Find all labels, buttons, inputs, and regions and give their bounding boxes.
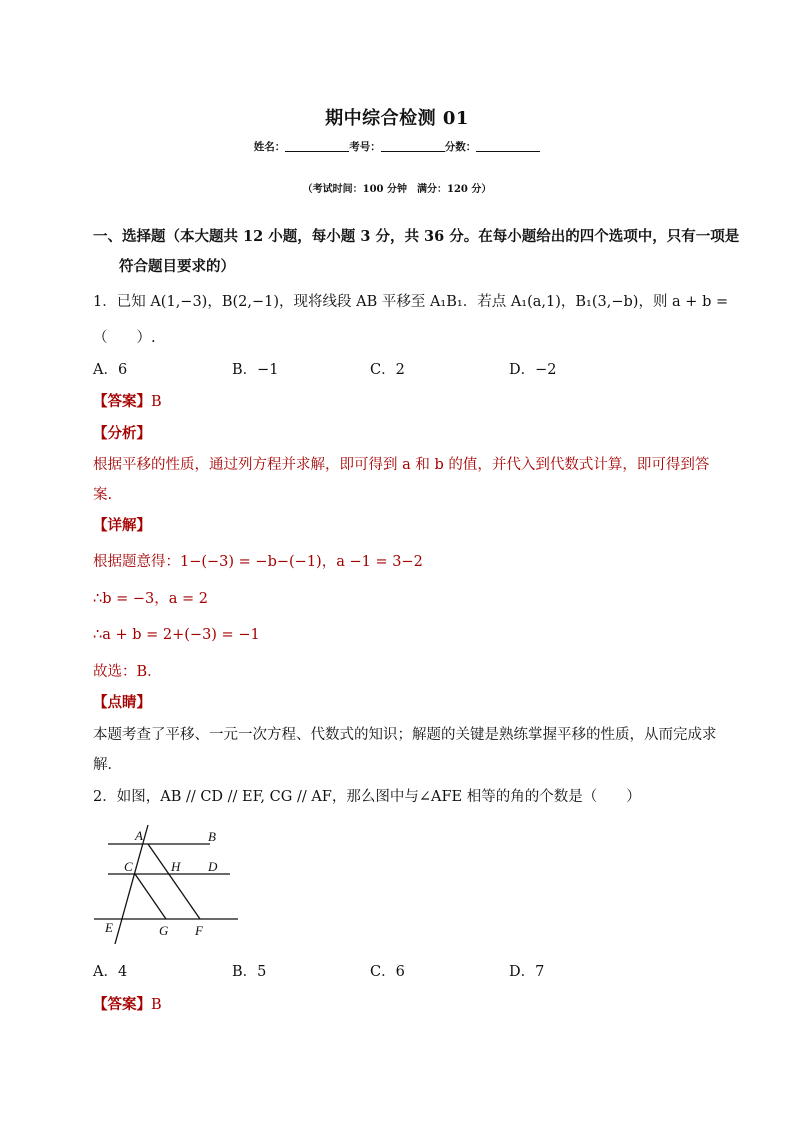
page-title: 期中综合检测 01: [325, 108, 469, 129]
label-a: A: [135, 828, 143, 843]
q2-option-c: C．6: [370, 964, 405, 980]
label-d: D: [208, 859, 218, 874]
q2-geometry-figure: [90, 820, 250, 945]
section-heading-line2: 符合题目要求的）: [119, 258, 235, 275]
q1-detail-line3: ∴a + b = 2+(−3) = −1: [93, 627, 260, 643]
q1-answer-tag: 【答案】: [93, 393, 151, 410]
name-label: 姓名：: [253, 141, 286, 153]
q2-option-d: D．7: [509, 964, 545, 980]
q1-option-a: A．6: [93, 362, 128, 378]
label-g: G: [159, 923, 169, 938]
q1-detail-line2: ∴b = −3，a = 2: [93, 591, 208, 607]
id-blank[interactable]: [381, 140, 445, 152]
exam-info: （考试时间：100 分钟 满分：120 分）: [302, 184, 492, 195]
q1-comment-line1: 本题考查了平移、一元一次方程、代数式的知识；解题的关键是熟练掌握平移的性质，从而完成求: [93, 727, 717, 743]
label-h: H: [171, 859, 181, 874]
q1-analysis-line1: 根据平移的性质，通过列方程并求解，即可得到 a 和 b 的值，并代入到代数式计算，即可得到答: [93, 457, 710, 473]
segment-cg: [135, 874, 166, 919]
line-ae-transversal: [115, 825, 148, 944]
q1-option-c: C．2: [370, 362, 405, 378]
q1-detail-line1: 根据题意得：1−(−3) = −b−(−1)，a −1 = 3−2: [93, 554, 423, 570]
q2-stem: 2．如图，AB // CD // EF, CG // AF，那么图中与∠AFE 相等的角的个数是（ ）: [93, 789, 641, 805]
score-label: 分数：: [444, 141, 477, 153]
section-heading-line1: 一、选择题（本大题共 12 小题，每小题 3 分，共 36 分。在每小题给出的四个选项中，只有一项是: [93, 228, 740, 245]
q1-analysis-line2: 案.: [93, 487, 113, 503]
label-b: B: [208, 829, 216, 844]
name-blank[interactable]: [285, 140, 349, 152]
student-info-line: [0, 139, 794, 154]
q2-option-a: A．4: [93, 964, 128, 980]
label-c: C: [124, 859, 133, 874]
q1-answer-value: B: [151, 394, 162, 410]
label-f: F: [195, 923, 203, 938]
q1-comment-tag: 【点睛】: [93, 694, 151, 711]
segment-af: [148, 844, 200, 919]
q1-option-d: D．−2: [509, 362, 557, 378]
q1-answer: [93, 392, 162, 412]
q1-stem-line1: 1．已知 A(1,−3)，B(2,−1)，现将线段 AB 平移至 A₁B₁．若点 A₁(a,1)，B₁(3,−b)，则 a + b =: [93, 294, 729, 310]
q2-answer: [93, 995, 162, 1015]
q1-option-b: B．−1: [232, 362, 279, 378]
id-label: 考号：: [349, 141, 381, 153]
q1-stem-line2: （ ）.: [93, 330, 156, 346]
label-e: E: [105, 920, 113, 935]
q1-comment-line2: 解．: [93, 757, 122, 773]
q2-answer-value: B: [151, 997, 162, 1013]
q1-detail-tag: 【详解】: [93, 517, 151, 534]
q2-option-b: B．5: [232, 964, 267, 980]
q1-detail-line4: 故选：B．: [93, 664, 162, 680]
q2-answer-tag: 【答案】: [93, 996, 151, 1013]
score-blank[interactable]: [476, 140, 540, 152]
q1-analysis-tag: 【分析】: [93, 425, 151, 442]
